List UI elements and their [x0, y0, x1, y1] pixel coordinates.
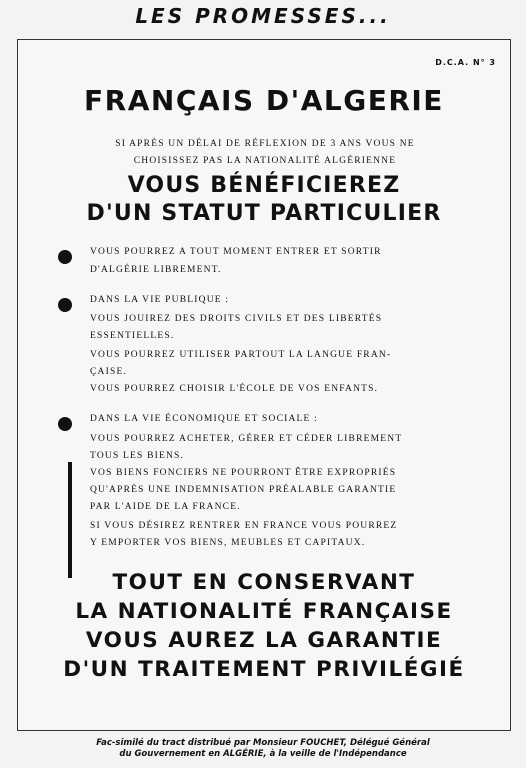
section2-line: VOUS POURREZ UTILISER PARTOUT LA LANGUE FRAN-	[90, 350, 392, 360]
reference-number: D.C.A. N° 3	[435, 58, 496, 67]
section2-line: DANS LA VIE PUBLIQUE :	[90, 295, 230, 305]
headline-line: VOUS BÉNÉFICIEREZ	[127, 173, 401, 198]
tract-sheet	[17, 39, 511, 731]
section2-line: VOUS POURREZ CHOISIR L'ÉCOLE DE VOS ENFANTS.	[90, 384, 379, 394]
section3-line: DANS LA VIE ÉCONOMIQUE ET SOCIALE :	[90, 414, 318, 424]
caption	[0, 738, 526, 760]
section2-line: ÇAISE.	[90, 367, 128, 377]
final-statement	[18, 568, 510, 684]
section1-line: D'ALGÉRIE LIBREMENT.	[90, 265, 222, 275]
final-line: LA NATIONALITÉ FRANÇAISE	[75, 599, 453, 624]
section3-line: VOS BIENS FONCIERS NE POURRONT ÊTRE EXPROPRIÉS	[90, 468, 397, 478]
section2-line: ESSENTIELLES.	[90, 331, 175, 341]
section3-line: PAR L'AIDE DE LA FRANCE.	[90, 502, 241, 512]
final-line: VOUS AUREZ LA GARANTIE	[85, 628, 443, 653]
caption-line: Fac-similé du tract distribué par Monsieur FOUCHET, Délégué Général	[96, 738, 430, 748]
bullet-icon	[58, 417, 72, 431]
section3-line: QU'APRÈS UNE INDEMNISATION PRÉALABLE GARANTIE	[90, 485, 397, 495]
intro-line: SI APRÈS UN DÉLAI DE RÉFLEXION DE 3 ANS VOUS NE	[115, 139, 415, 149]
final-line: D'UN TRAITEMENT PRIVILÉGIÉ	[63, 657, 465, 682]
headline	[18, 172, 510, 228]
section3-line: TOUS LES BIENS.	[90, 451, 185, 461]
section2-line: VOUS JOUIREZ DES DROITS CIVILS ET DES LIBERTÉS	[90, 314, 383, 324]
bullet-icon	[58, 250, 72, 264]
bullet-icon	[58, 298, 72, 312]
section3-line: Y EMPORTER VOS BIENS, MEUBLES ET CAPITAUX.	[90, 538, 366, 548]
headline-line: D'UN STATUT PARTICULIER	[86, 201, 442, 226]
tract-title: FRANÇAIS D'ALGERIE	[84, 84, 444, 117]
intro-line: CHOISISSEZ PAS LA NATIONALITÉ ALGÉRIENNE	[133, 156, 397, 166]
caption-line: du Gouvernement en ALGÉRIE, à la veille de l'Indépendance	[119, 749, 407, 759]
section1-line: VOUS POURREZ A TOUT MOMENT ENTRER ET SORTIR	[90, 247, 382, 257]
final-line: TOUT EN CONSERVANT	[112, 570, 416, 595]
intro-text	[58, 136, 472, 170]
section3-line: VOUS POURREZ ACHETER, GÉRER ET CÉDER LIBREMENT	[90, 434, 403, 444]
page-header: LES PROMESSES...	[135, 4, 391, 28]
vertical-rule	[68, 462, 72, 578]
section3-line: SI VOUS DÉSIREZ RENTRER EN FRANCE VOUS POURREZ	[90, 521, 398, 531]
